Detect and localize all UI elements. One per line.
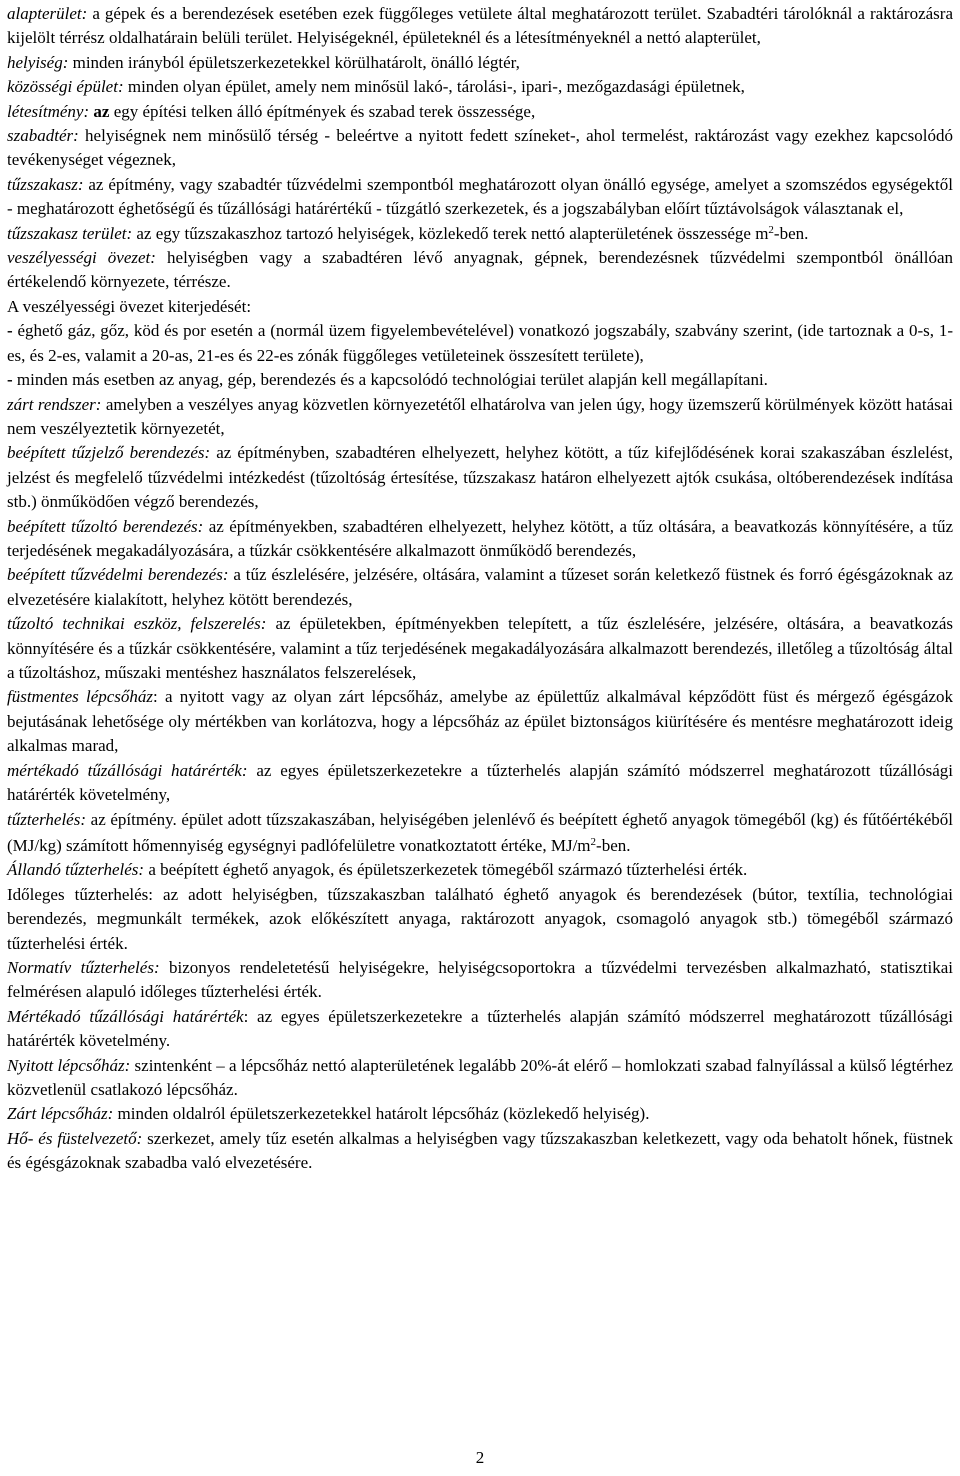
term: helyiség: bbox=[7, 52, 69, 72]
definition-tuzolto-berendezes bbox=[7, 515, 953, 564]
definition-text-end: -ben. bbox=[596, 835, 631, 855]
definition-text: a gépek és a berendezések esetében ezek függőleges vetülete által meghatározott terület. Szabadtéri tárolóknál a raktározásra kijelölt térrész oldalhatárain belüli terület. Helyiségeknél, épületeknél és a létesítményeknél a nettó alapterület, bbox=[7, 4, 954, 48]
definition-mertekado-tuzallosagi-1 bbox=[7, 759, 953, 808]
bold-word: az bbox=[93, 101, 110, 121]
definition-text: minden oldalról épületszerkezetekkel határolt lépcsőház (közlekedő helyiség). bbox=[117, 1104, 650, 1124]
definition-text: a tűz észlelésére, jelzésére, oltására, valamint a tűzeset során keletkező füstnek és forró égésgázoknak az elvezetésére kialakított, helyhez kötött berendezés, bbox=[7, 565, 953, 609]
term: zárt rendszer: bbox=[7, 394, 102, 414]
definition-text: egy építési telken álló építmények és szabad terek összessége, bbox=[113, 101, 536, 121]
term: szabadtér: bbox=[7, 126, 79, 146]
extent-item-1 bbox=[7, 319, 953, 368]
dash-marker: - bbox=[7, 370, 13, 390]
definition-text: szerkezet, amely tűz esetén alkalmas a helyiségben vagy tűzszakaszban keletkezett, vagy oda behatolt hőnek, füstnek és égésgázoknak szabadba való elvezetésére. bbox=[7, 1128, 953, 1173]
definition-text: az egy tűzszakaszhoz tartozó helyiségek, közlekedő terek nettó alapterületének összessége m bbox=[136, 223, 769, 243]
definition-text: minden irányból épületszerkezetekkel körülhatárolt, önálló légtér, bbox=[72, 52, 520, 72]
definition-tuzterheles bbox=[7, 807, 953, 858]
definition-tuzjelzo-berendezes bbox=[7, 441, 953, 514]
term: létesítmény: bbox=[7, 101, 90, 121]
term: beépített tűzoltó berendezés: bbox=[7, 516, 204, 536]
definition-zart-lepcsohaz bbox=[7, 1102, 953, 1126]
term: tűzterhelés: bbox=[7, 810, 87, 830]
definition-technikai-eszkoz bbox=[7, 612, 953, 685]
page-number: 2 bbox=[475, 1448, 485, 1467]
term: tűzoltó technikai eszköz, felszerelés: bbox=[7, 614, 267, 634]
definition-text: helyiségnek nem minősülő térség - beleértve a nyitott fedett színeket-, ahol termelést, raktározást vagy ezekhez kapcsolódó tevékenységet végeznek, bbox=[7, 126, 954, 170]
term: beépített tűzjelző berendezés: bbox=[7, 443, 211, 463]
definition-ho-es-fustelvezeto bbox=[7, 1127, 953, 1176]
definition-text-end: -ben. bbox=[773, 223, 809, 243]
term: alapterület: bbox=[7, 4, 88, 23]
definition-text: az építményekben, szabadtéren elhelyezett, helyhez kötött, a tűz oltására, a beavatkozás könnyítésére, a tűz terjedésének megakadályozására, a tűzkár csökkentésére alkalmazott önműködő berendezés, bbox=[7, 516, 954, 560]
term: Normatív tűzterhelés: bbox=[7, 958, 160, 978]
definition-mertekado-tuzallosagi-2 bbox=[7, 1005, 953, 1054]
superscript: 2 bbox=[590, 835, 597, 848]
definition-tuzvedelmi-berendezes bbox=[7, 563, 953, 612]
term: Hő- és füstelvezető: bbox=[7, 1128, 143, 1148]
term: közösségi épület: bbox=[7, 77, 124, 97]
definition-allando-tuzterheles bbox=[7, 858, 953, 882]
definition-text: : a nyitott vagy az olyan zárt lépcsőház, amelybe az épülettűz alkalmával képződött füst és mérgező égésgázok bejutásának lehetősége oly mértékben van korlátozva, hogy a lépcsőház az épület biztonságos kiürítésére és mentésre meghatározott ideig alkalmas marad, bbox=[7, 687, 953, 756]
definition-tuzszakasz bbox=[7, 173, 953, 222]
definition-text: : az egyes épületszerkezetekre a tűzterhelés alapján számító módszerrel meghatározott tűzállósági határérték követelmény. bbox=[7, 1006, 954, 1051]
item-text: minden más esetben az anyag, gép, berendezés és a kapcsolódó technológiai terület alapján kell megállapítani. bbox=[16, 370, 768, 390]
definition-text: az egyes épületszerkezetekre a tűzterhelés alapján számító módszerrel meghatározott tűzállósági határérték követelmény, bbox=[7, 760, 953, 804]
extent-item-2 bbox=[7, 368, 953, 392]
definition-text: az építmény. épület adott tűzszakaszában, helyiségében jelenlévő és beépített éghető anyagok tömegéből (kg) és fűtőértékéből (MJ/kg) számított hőmennyiség egységnyi padlófelületre vonatkoztatott értéke, MJ/m bbox=[7, 810, 953, 855]
definition-text: a beépített éghető anyagok, és épületszerkezetek tömegéből származó tűzterhelési érték. bbox=[148, 860, 748, 880]
dash-marker: - bbox=[7, 321, 13, 341]
extent-intro: A veszélyességi övezet kiterjedését: bbox=[7, 296, 252, 316]
definition-text: amelyben a veszélyes anyag közvetlen környezetétől elhatárolva van jelen úgy, hogy üzemszerű körülmények között hatásai nem veszélyeztetik környezetét, bbox=[7, 394, 954, 438]
definition-zart-rendszer bbox=[7, 393, 953, 442]
definition-fustmentes-lepcsohaz bbox=[7, 685, 953, 758]
term: tűzszakasz: bbox=[7, 174, 84, 194]
definition-idoleges-tuzterheles: Időleges tűzterhelés: az adott helyiségben, tűzszakaszban található éghető anyagok és berendezések (bútor, textília, technológiai berendezés, megmunkált termékek, azok előkészített anyaga, raktározott anyagok, csomagoló anyagok stb.) tömegéből származó tűzterhelési érték. bbox=[7, 884, 953, 953]
term: veszélyességi övezet: bbox=[7, 248, 156, 268]
definition-kozossegi-epulet bbox=[7, 75, 953, 99]
definition-text: az építmény, vagy szabadtér tűzvédelmi szempontból meghatározott olyan önálló egysége, amelyet a szomszédos egységektől - meghatározott éghetőségű és tűzállósági határértékű - tűzgátló szerkezetek, és a jogszabályban előírt tűztávolságok választanak el, bbox=[7, 174, 954, 219]
term: mértékadó tűzállósági határérték: bbox=[7, 760, 248, 780]
term: Mértékadó tűzállósági határérték bbox=[7, 1006, 244, 1026]
definition-tuzszakasz-terulet bbox=[7, 222, 953, 246]
definition-text: az építményben, szabadtéren elhelyezett, helyhez kötött, a tűz kifejlődésének korai szakaszában észlelést, jelzést és megfelelő tűzvédelmi intézkedést (tűzoltóság értesítése, tűzszakasz határon elhelyezett ajtók csukása, oltóberendezések indítása stb.) önműködően végző berendezés, bbox=[7, 443, 953, 512]
definition-veszelyessegi-ovezet bbox=[7, 246, 953, 295]
definition-szabadter bbox=[7, 124, 953, 173]
definition-letesitmeny bbox=[7, 100, 953, 124]
definition-text: az épületekben, építményekben telepített, a tűz észlelésére, jelzésére, oltására, a beavatkozás könnyítésére és a tűzkár csökkentésére, valamint a tűz terjedésének megakadályozására alkalmazott berendezés, illetőleg a tűzoltóság által a tűzoltáshoz, műszaki mentéshez használatos felszerelések, bbox=[7, 614, 953, 682]
term: füstmentes lépcsőház bbox=[7, 687, 154, 707]
definition-text: szintenként – a lépcsőház nettó alapterületének legalább 20%-át elérő – homlokzati szabad falnyílással a külső légtérhez közvetlenül csatlakozó lépcsőház. bbox=[7, 1055, 953, 1100]
definition-nyitott-lepcsohaz bbox=[7, 1054, 953, 1103]
item-text: éghető gáz, gőz, köd és por esetén a (normál üzem figyelembevételével) vonatkozó jogszabály, szabvány szerint, (ide tartoznak a 0-s, 1-es, és 2-es, valamit a 20-as, 21-es és 22-es zónák függőleges vetületeinek összesített területe), bbox=[7, 321, 954, 365]
term: Nyitott lépcsőház: bbox=[7, 1055, 131, 1075]
term: beépített tűzvédelmi berendezés: bbox=[7, 565, 229, 585]
definition-text: bizonyos rendeletetésű helyiségekre, helyiségcsoportokra a tűzvédelmi tervezésben alkalmazható, statisztikai felmérésen alapuló időleges tűzterhelési érték. bbox=[7, 958, 954, 1002]
definition-alapterulet bbox=[7, 2, 953, 51]
definition-helyiseg bbox=[7, 51, 953, 75]
definition-text: minden olyan épület, amely nem minősül lakó-, tárolási-, ipari-, mezőgazdasági épületnek, bbox=[127, 77, 745, 97]
superscript: 2 bbox=[768, 223, 774, 236]
term: tűzszakasz terület: bbox=[7, 223, 133, 243]
document-body bbox=[7, 2, 953, 1176]
definition-text: helyiségben vagy a szabadtéren lévő anyagnak, gépnek, berendezésnek tűzvédelmi szempontból önállóan értékelendő környezete, térrésze. bbox=[7, 248, 953, 292]
term: Állandó tűzterhelés: bbox=[7, 860, 145, 880]
term: Zárt lépcsőház: bbox=[7, 1104, 114, 1124]
definition-normativ-tuzterheles bbox=[7, 956, 953, 1005]
